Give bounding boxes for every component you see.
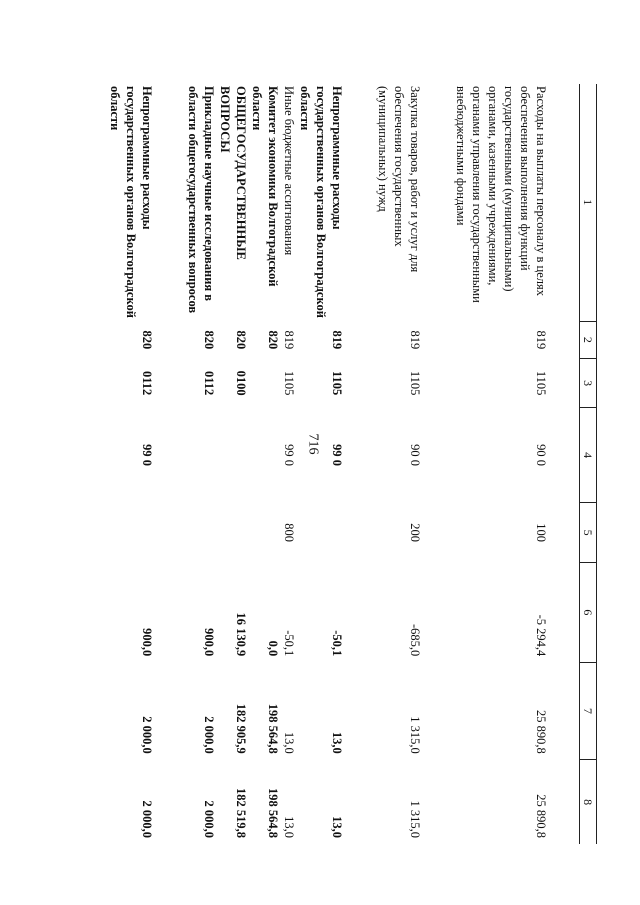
column-header: 5 bbox=[580, 503, 597, 563]
cell-section: 0100 bbox=[234, 370, 248, 396]
row-name: Иные бюджетные ассигнования bbox=[282, 86, 296, 256]
cell-target bbox=[185, 407, 217, 502]
column-header: 7 bbox=[580, 662, 597, 759]
table-row bbox=[375, 84, 423, 844]
table-row bbox=[217, 84, 249, 844]
cell-amount: 13,0 bbox=[330, 731, 344, 754]
cell-change: -5 294,4 bbox=[534, 614, 548, 657]
cell-admin-code: 820 bbox=[202, 330, 216, 350]
cell-admin-code: 819 bbox=[282, 330, 296, 350]
cell-target bbox=[217, 407, 249, 502]
cell-section: 0112 bbox=[140, 370, 154, 396]
table-row bbox=[297, 84, 345, 844]
cell-target bbox=[249, 407, 281, 502]
row-name: Закупка товаров, работ и услуг для обеспечения государственных (муниципальных) нужд bbox=[376, 86, 422, 273]
cell-target: 90 0 bbox=[534, 444, 548, 467]
cell-total: 13,0 bbox=[330, 816, 344, 838]
cell-amount: 25 890,8 bbox=[534, 709, 548, 754]
cell-amount: 13,0 bbox=[282, 731, 296, 754]
cell-section bbox=[249, 359, 281, 408]
cell-section: 0112 bbox=[202, 370, 216, 396]
cell-expense-type: 100 bbox=[534, 523, 548, 543]
row-name: Непрограммные расходы государственных органов Волгоградской области bbox=[108, 86, 154, 318]
column-header: 8 bbox=[580, 760, 597, 844]
column-header: 2 bbox=[580, 321, 597, 359]
cell-expense-type bbox=[249, 503, 281, 563]
table-row bbox=[453, 84, 549, 844]
cell-amount: 182 905,9 bbox=[234, 703, 248, 754]
row-name: Расходы на выплаты персоналу в целях обеспечения выполнения функций государственными (муниципальными) органами, казенными учреждениями, органами управления государственными внебюджетными фондами bbox=[454, 86, 548, 303]
table-row bbox=[249, 84, 281, 844]
budget-table bbox=[107, 84, 597, 844]
table-row bbox=[185, 84, 217, 844]
cell-admin-code: 819 bbox=[534, 330, 548, 350]
cell-admin-code: 820 bbox=[140, 330, 154, 350]
row-name: Комитет экономики Волгоградской области bbox=[250, 86, 280, 287]
cell-expense-type bbox=[185, 503, 217, 563]
table-row bbox=[107, 84, 155, 844]
cell-change: -50,1 bbox=[282, 630, 296, 657]
cell-target: 99 0 bbox=[330, 444, 344, 467]
column-header: 1 bbox=[580, 84, 597, 321]
cell-section: 1105 bbox=[330, 370, 344, 396]
cell-total: 198 564,8 bbox=[266, 788, 280, 838]
cell-expense-type: 200 bbox=[408, 523, 422, 543]
cell-admin-code: 820 bbox=[266, 330, 280, 350]
cell-expense-type bbox=[297, 503, 345, 563]
cell-amount: 2 000,0 bbox=[140, 716, 154, 754]
row-name: ОБЩЕГОСУДАРСТВЕННЫЕ ВОПРОСЫ bbox=[218, 86, 248, 260]
cell-change: -50,1 bbox=[330, 630, 344, 657]
cell-total: 2 000,0 bbox=[202, 800, 216, 838]
table-row bbox=[281, 84, 297, 844]
cell-target: 99 0 bbox=[140, 444, 154, 467]
cell-change: 0,0 bbox=[266, 640, 280, 657]
row-name: Прикладные научные исследования в области общегосударственных вопросов bbox=[186, 86, 216, 314]
cell-amount: 198 564,8 bbox=[266, 703, 280, 754]
cell-target: 90 0 bbox=[408, 444, 422, 467]
cell-expense-type bbox=[217, 503, 249, 563]
page-number: 716 bbox=[305, 433, 321, 455]
cell-expense-type: 800 bbox=[282, 523, 296, 543]
cell-change: 16 130,9 bbox=[234, 612, 248, 657]
cell-amount: 1 315,0 bbox=[408, 716, 422, 754]
cell-expense-type bbox=[107, 503, 155, 563]
cell-section: 1105 bbox=[282, 370, 296, 396]
cell-target: 99 0 bbox=[282, 444, 296, 467]
cell-section: 1105 bbox=[408, 370, 422, 396]
cell-total: 25 890,8 bbox=[534, 794, 548, 838]
cell-change: 900,0 bbox=[202, 628, 216, 657]
header-row bbox=[580, 84, 597, 844]
cell-amount: 2 000,0 bbox=[202, 716, 216, 754]
cell-admin-code: 819 bbox=[408, 330, 422, 350]
cell-total: 2 000,0 bbox=[140, 800, 154, 838]
cell-section: 1105 bbox=[534, 370, 548, 396]
cell-change: 900,0 bbox=[140, 628, 154, 657]
column-header: 3 bbox=[580, 359, 597, 408]
cell-admin-code: 820 bbox=[234, 330, 248, 350]
column-header: 4 bbox=[580, 407, 597, 502]
rotated-table-container bbox=[67, 84, 597, 844]
row-name: Непрограммные расходы государственных органов Волгоградской области bbox=[298, 86, 344, 318]
cell-total: 182 519,8 bbox=[234, 788, 248, 838]
cell-admin-code: 819 bbox=[330, 330, 344, 350]
cell-change: -685,0 bbox=[408, 623, 422, 657]
cell-total: 13,0 bbox=[282, 816, 296, 838]
cell-total: 1 315,0 bbox=[408, 800, 422, 838]
column-header: 6 bbox=[580, 563, 597, 663]
